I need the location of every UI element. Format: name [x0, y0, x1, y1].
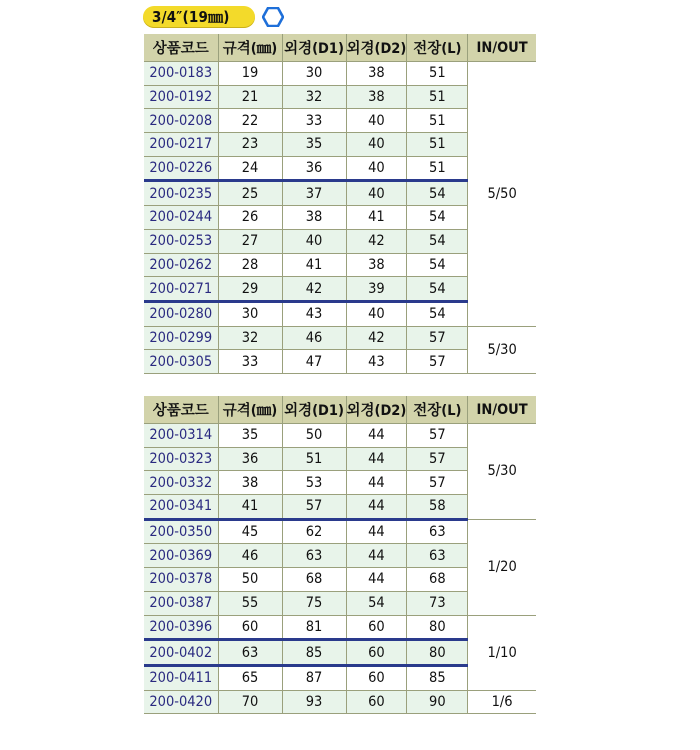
cell-product-code: 200-0208 — [144, 109, 218, 133]
cell-size: 30 — [218, 301, 282, 326]
cell-product-code: 200-0314 — [144, 424, 218, 448]
cell-length: 54 — [407, 206, 468, 230]
header-outer-d1: 외경(D1) — [282, 34, 346, 62]
cell-size: 46 — [218, 544, 282, 568]
cell-size: 21 — [218, 85, 282, 109]
cell-outer-d1: 47 — [282, 350, 346, 374]
cell-outer-d1: 85 — [282, 640, 346, 666]
cell-size: 65 — [218, 665, 282, 690]
cell-size: 27 — [218, 229, 282, 253]
cell-outer-d2: 44 — [346, 471, 407, 495]
cell-size: 22 — [218, 109, 282, 133]
cell-length: 73 — [407, 591, 468, 615]
header-outer-d2: 외경(D2) — [346, 396, 407, 424]
header-size: 규격(㎜) — [218, 34, 282, 62]
cell-product-code: 200-0341 — [144, 495, 218, 520]
cell-outer-d2: 60 — [346, 690, 407, 714]
cell-length: 51 — [407, 109, 468, 133]
cell-length: 57 — [407, 471, 468, 495]
cell-product-code: 200-0271 — [144, 277, 218, 302]
cell-product-code: 200-0411 — [144, 665, 218, 690]
cell-product-code: 200-0369 — [144, 544, 218, 568]
cell-size: 41 — [218, 495, 282, 520]
cell-outer-d1: 75 — [282, 591, 346, 615]
cell-outer-d1: 63 — [282, 544, 346, 568]
spec-table-2 — [144, 396, 536, 714]
cell-inout: 5/50 — [468, 62, 536, 327]
cell-outer-d2: 40 — [346, 181, 407, 206]
cell-length: 54 — [407, 301, 468, 326]
cell-outer-d2: 54 — [346, 591, 407, 615]
cell-length: 51 — [407, 85, 468, 109]
cell-size: 32 — [218, 326, 282, 350]
cell-outer-d1: 40 — [282, 229, 346, 253]
cell-product-code: 200-0387 — [144, 591, 218, 615]
header-outer-d1: 외경(D1) — [282, 396, 346, 424]
cell-outer-d1: 30 — [282, 62, 346, 86]
table-row — [144, 519, 536, 544]
hexagon-icon — [262, 7, 284, 27]
table-header-row — [144, 396, 536, 424]
cell-product-code: 200-0378 — [144, 568, 218, 592]
header-product-code: 상품코드 — [144, 396, 218, 424]
cell-outer-d2: 44 — [346, 447, 407, 471]
cell-outer-d1: 57 — [282, 495, 346, 520]
cell-outer-d1: 93 — [282, 690, 346, 714]
cell-product-code: 200-0244 — [144, 206, 218, 230]
cell-length: 57 — [407, 350, 468, 374]
cell-outer-d2: 40 — [346, 156, 407, 181]
table-row — [144, 62, 536, 86]
cell-size: 38 — [218, 471, 282, 495]
cell-size: 45 — [218, 519, 282, 544]
header-size: 규격(㎜) — [218, 396, 282, 424]
page-title: 3/4″(19㎜) — [152, 8, 230, 26]
cell-length: 57 — [407, 447, 468, 471]
cell-product-code: 200-0299 — [144, 326, 218, 350]
table-row — [144, 690, 536, 714]
cell-outer-d1: 62 — [282, 519, 346, 544]
cell-length: 54 — [407, 277, 468, 302]
cell-product-code: 200-0217 — [144, 133, 218, 157]
cell-size: 29 — [218, 277, 282, 302]
cell-size: 25 — [218, 181, 282, 206]
cell-product-code: 200-0262 — [144, 253, 218, 277]
cell-length: 54 — [407, 181, 468, 206]
cell-product-code: 200-0280 — [144, 301, 218, 326]
cell-outer-d2: 40 — [346, 301, 407, 326]
cell-product-code: 200-0402 — [144, 640, 218, 666]
cell-length: 63 — [407, 544, 468, 568]
cell-length: 80 — [407, 640, 468, 666]
cell-product-code: 200-0420 — [144, 690, 218, 714]
cell-outer-d1: 46 — [282, 326, 346, 350]
cell-length: 51 — [407, 133, 468, 157]
cell-length: 57 — [407, 424, 468, 448]
header-product-code: 상품코드 — [144, 34, 218, 62]
cell-outer-d2: 39 — [346, 277, 407, 302]
cell-outer-d1: 51 — [282, 447, 346, 471]
header-length: 전장(L) — [407, 396, 468, 424]
cell-product-code: 200-0332 — [144, 471, 218, 495]
cell-size: 33 — [218, 350, 282, 374]
cell-outer-d1: 50 — [282, 424, 346, 448]
cell-size: 36 — [218, 447, 282, 471]
cell-product-code: 200-0305 — [144, 350, 218, 374]
cell-size: 28 — [218, 253, 282, 277]
cell-product-code: 200-0253 — [144, 229, 218, 253]
cell-length: 51 — [407, 156, 468, 181]
cell-outer-d2: 40 — [346, 133, 407, 157]
cell-outer-d2: 43 — [346, 350, 407, 374]
cell-size: 23 — [218, 133, 282, 157]
table-header-row — [144, 34, 536, 62]
cell-outer-d2: 44 — [346, 519, 407, 544]
spec-table-1 — [144, 34, 536, 374]
header-length: 전장(L) — [407, 34, 468, 62]
cell-length: 51 — [407, 62, 468, 86]
cell-size: 50 — [218, 568, 282, 592]
cell-outer-d1: 43 — [282, 301, 346, 326]
cell-size: 55 — [218, 591, 282, 615]
cell-outer-d1: 42 — [282, 277, 346, 302]
cell-outer-d1: 38 — [282, 206, 346, 230]
cell-outer-d2: 38 — [346, 85, 407, 109]
table-row — [144, 424, 536, 448]
cell-inout: 1/6 — [468, 690, 536, 714]
header-inout: IN/OUT — [468, 34, 536, 62]
cell-length: 54 — [407, 253, 468, 277]
cell-outer-d1: 53 — [282, 471, 346, 495]
cell-length: 54 — [407, 229, 468, 253]
header-outer-d2: 외경(D2) — [346, 34, 407, 62]
cell-outer-d2: 60 — [346, 615, 407, 640]
cell-outer-d1: 32 — [282, 85, 346, 109]
cell-outer-d2: 44 — [346, 568, 407, 592]
cell-outer-d2: 60 — [346, 640, 407, 666]
cell-outer-d1: 35 — [282, 133, 346, 157]
header-inout: IN/OUT — [468, 396, 536, 424]
cell-outer-d2: 44 — [346, 424, 407, 448]
cell-product-code: 200-0183 — [144, 62, 218, 86]
cell-size: 19 — [218, 62, 282, 86]
cell-size: 63 — [218, 640, 282, 666]
cell-outer-d2: 42 — [346, 229, 407, 253]
cell-outer-d2: 44 — [346, 544, 407, 568]
cell-product-code: 200-0323 — [144, 447, 218, 471]
cell-size: 60 — [218, 615, 282, 640]
cell-product-code: 200-0226 — [144, 156, 218, 181]
cell-length: 80 — [407, 615, 468, 640]
cell-outer-d1: 37 — [282, 181, 346, 206]
cell-inout: 1/10 — [468, 615, 536, 690]
cell-length: 57 — [407, 326, 468, 350]
cell-outer-d2: 38 — [346, 62, 407, 86]
cell-product-code: 200-0350 — [144, 519, 218, 544]
cell-inout: 5/30 — [468, 424, 536, 520]
cell-length: 68 — [407, 568, 468, 592]
cell-inout: 1/20 — [468, 519, 536, 615]
cell-outer-d1: 87 — [282, 665, 346, 690]
cell-length: 63 — [407, 519, 468, 544]
cell-product-code: 200-0192 — [144, 85, 218, 109]
cell-outer-d1: 81 — [282, 615, 346, 640]
cell-outer-d1: 33 — [282, 109, 346, 133]
cell-outer-d1: 36 — [282, 156, 346, 181]
table-row — [144, 615, 536, 640]
cell-outer-d2: 44 — [346, 495, 407, 520]
cell-outer-d2: 38 — [346, 253, 407, 277]
cell-inout: 5/30 — [468, 326, 536, 373]
cell-outer-d2: 42 — [346, 326, 407, 350]
cell-product-code: 200-0235 — [144, 181, 218, 206]
cell-outer-d1: 68 — [282, 568, 346, 592]
cell-outer-d2: 41 — [346, 206, 407, 230]
cell-length: 85 — [407, 665, 468, 690]
cell-outer-d2: 40 — [346, 109, 407, 133]
cell-length: 58 — [407, 495, 468, 520]
cell-product-code: 200-0396 — [144, 615, 218, 640]
cell-size: 70 — [218, 690, 282, 714]
cell-size: 24 — [218, 156, 282, 181]
cell-outer-d1: 41 — [282, 253, 346, 277]
cell-size: 26 — [218, 206, 282, 230]
cell-size: 35 — [218, 424, 282, 448]
cell-length: 90 — [407, 690, 468, 714]
cell-outer-d2: 60 — [346, 665, 407, 690]
table-row — [144, 326, 536, 350]
